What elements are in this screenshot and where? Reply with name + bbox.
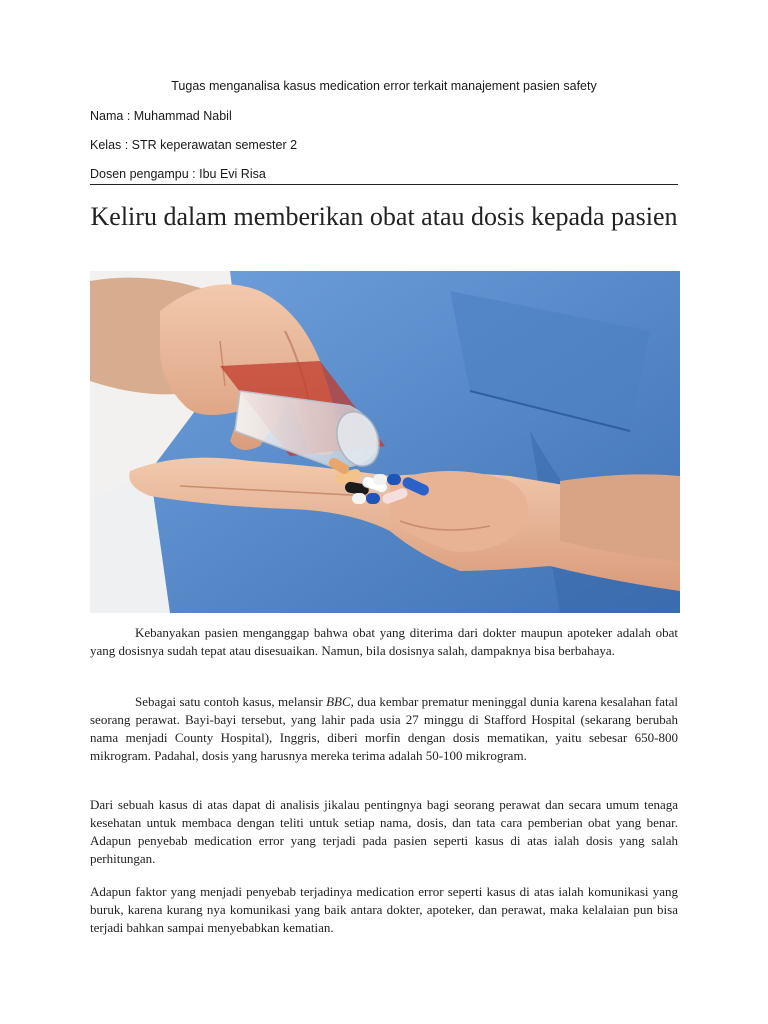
student-class: Kelas : STR keperawatan semester 2 [90, 138, 298, 152]
paragraph-2-text-start: Sebagai satu contoh kasus, melansir [135, 694, 327, 709]
article-heading: Keliru dalam memberikan obat atau dosis kepada pasien [90, 202, 678, 231]
paragraph-1 [90, 624, 678, 660]
document-title: Tugas menganalisa kasus medication error terkait manajement pasien safety [171, 79, 597, 93]
paragraph-4: Adapun faktor yang menjadi penyebab terjadinya medication error seperti kasus di atas ialah komunikasi yang buruk, karena kurang nya komunikasi yang baik antara dokter, apoteker, dan perawat, maka kelalaian pun bisa terjadi bahkan sampai menyebabkan kematian. [90, 884, 678, 935]
paragraph-3: Dari sebuah kasus di atas dapat di analisis jikalau pentingnya bagi seorang perawat dan secara umum tenaga kesehatan untuk membaca dengan teliti untuk setiap nama, dosis, dan tata cara pemberian obat yang benar. Adapun penyebab medication error yang terjadi pada pasien seperti kasus di atas ialah dosis yang salah perhitungan. [90, 797, 678, 866]
paragraph-1-text: Kebanyakan pasien menganggap bahwa obat yang diterima dari dokter maupun apoteker adalah obat yang dosisnya sudah tepat atau disesuaikan. Namun, bila dosisnya salah, dampaknya bisa berbahaya. [90, 625, 678, 658]
paragraph-2-text-end: , dua kembar prematur meninggal dunia karena kesalahan fatal seorang perawat. Bayi-bayi tersebut, yang lahir pada usia 27 minggu di Stafford Hospital (sekarang berubah nama menjadi County Hospital), Inggris, diberi morfin dengan dosis mematikan, yaitu sebesar 650-800 mikrogram. Padahal, dosis yang harusnya mereka terima adalah 50-100 mikrogram. [90, 694, 678, 763]
paragraph-2 [90, 693, 678, 765]
lecturer-name: Dosen pengampu : Ibu Evi Risa [90, 167, 266, 181]
source-name-bbc: BBC [326, 694, 351, 709]
student-name: Nama : Muhammad Nabil [90, 109, 232, 123]
header-divider [90, 184, 678, 185]
pills-in-hand-photo [90, 271, 680, 613]
